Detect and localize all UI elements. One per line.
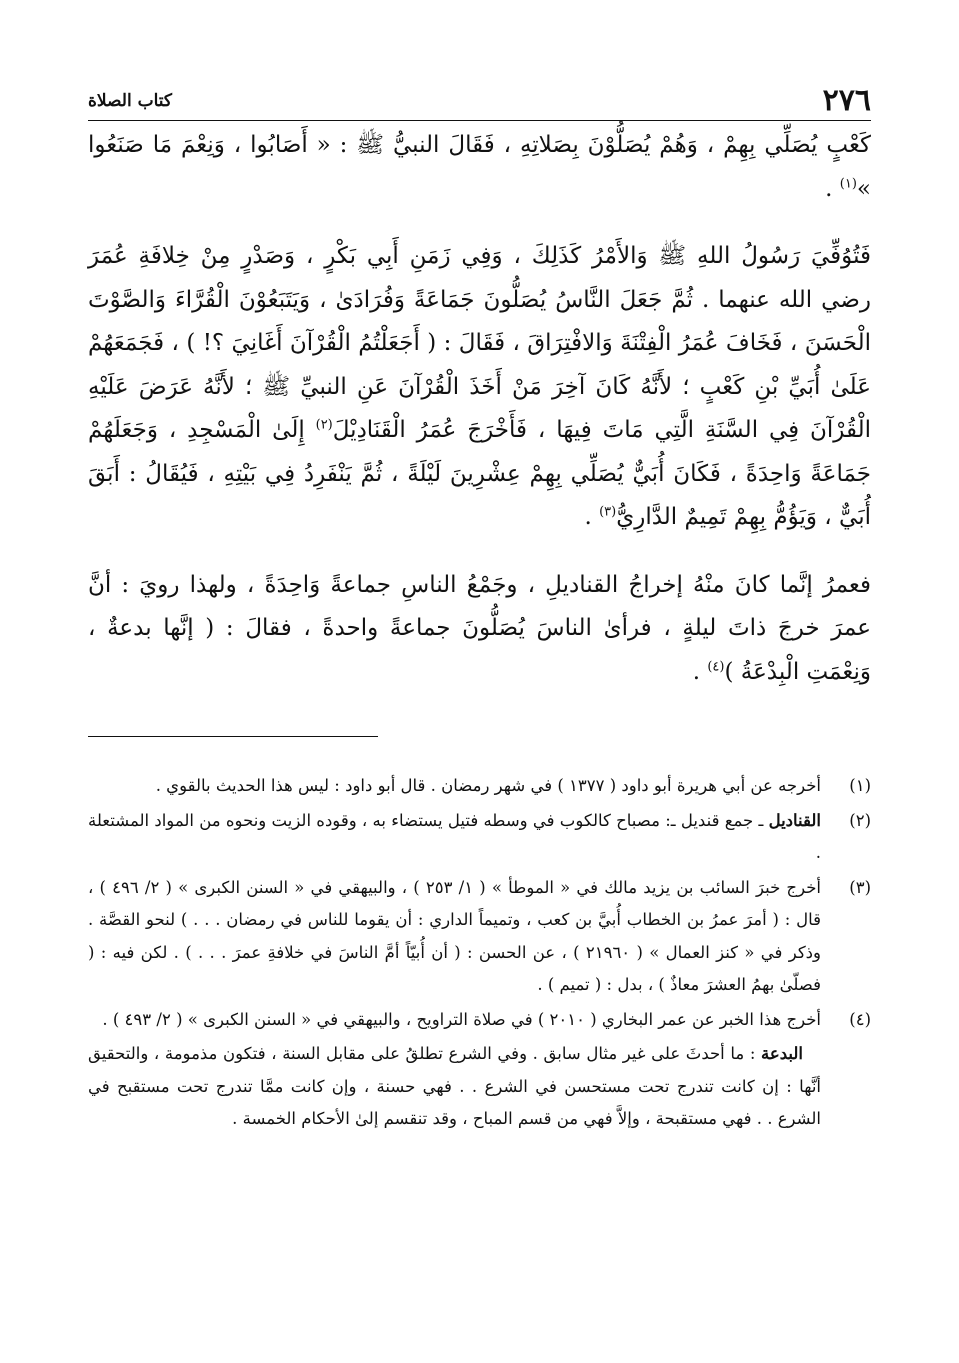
footnote-text: أخرج خبرَ السائب بن يزيد مالك في « الموطأ » ( ١/ ٢٥٣ ) ، والبيهقي في « السنن الكبرى » ( ٢/ ٤٩٦ ) ، قال : ( أمرَ عمرُ بن الخطاب أُبيَّ بن كعب ، وتميماً الداري : أن يقوما للناس في رمضان . . . ) لنحو القصَّة . وذكر في « كنز العمال » ( ٢١٩٦٠ ) ، عن الحسن : ( أن أُبيّاً أمَّ الناسَ في خلافةِ عمرَ . . . ) . لكن فيه : ( فصلّىٰ بهمُ العشرَ معاذٌ ) ، بدل : ( تميم ) . [88, 877, 821, 994]
footnote-separator [88, 736, 378, 737]
footnote-ref-1: (١) [839, 175, 857, 191]
footnote-text: ـ جمع قنديل ـ: مصباح كالكوب في وسطه فتيل يستضاء به ، وقوده الزيت ونحوه من المواد المشتعلة . [88, 810, 821, 862]
footnote-1 [88, 770, 871, 803]
book-title: كتاب الصلاة [88, 91, 173, 111]
paragraph-3: فعمرُ إنَّما كانَ منْهُ إخراجُ القناديلِ ، وجَمْعُ الناسِ جماعةً وَاحِدَةً ، ولهذا رويَ : أنَّ عمرَ خرجَ ذاتَ ليلةٍ ، فرأىٰ الناسَ يُصَلُّونَ جماعةً واحدةً ، فقالَ : ( إنَّها بدعةٌ ، وَنِعْمَتِ الْبِدْعَةُ )$^{(٤)}$ . [88, 571, 871, 685]
footnote-ref-4: (٤) [707, 658, 725, 674]
header-rule [88, 120, 871, 121]
footnote-3 [88, 872, 871, 1002]
footnote-ref-3: (٣) [599, 504, 617, 520]
paragraph-2: فَتُوُفِّيَ رَسُولُ اللهِ ﷺ وَالأَمْرُ كَذَلِكَ ، وَفِي زَمَنِ أَبِي بَكْرٍ ، وَصَدْرٍ مِنْ خِلافَةِ عُمَرَ رضي الله عنهما . ثُمَّ جَعَلَ النَّاسُ يُصَلُّونَ جَمَاعَةً وَفُرَادَىٰ ، وَيَتَبَعُوْنَ الْقُرَّاءَ وَالصَّوْتَ الْحَسَنَ ، فَخَافَ عُمَرُ الْفِتْنَةَ وَالافْتِرَاقَ ، فَقَالَ : ( أَجَعَلْتُمُ الْقُرْآنَ أَغَانِيَ ؟! ) ، فَجَمَعَهُمْ عَلَىٰ أُبَيِّ بْنِ كَعْبٍ ؛ لأَنَّهُ كَانَ آخِرَ مَنْ أَخَذَ الْقُرْآنَ عَنِ النبيِّ ﷺ ؛ لأَنَّهُ عَرَضَ عَلَيْهِ الْقُرْآنَ فِي السَّنَةِ الَّتِي مَاتَ فِيهَا ، فَأَخْرَجَ عُمَرُ الْقَنَادِيْلَ$^{(٢)}$ إِلَىٰ الْمَسْجِدِ ، وَجَعَلَهُمْ جَمَاعَةً وَاحِدَةً ، فَكَانَ أُبَيٌّ يُصَلِّي بِهِمْ عِشْرِينَ لَيْلَةً ، ثُمَّ يَنْفَرِدُ فِي بَيْتِهِ ، فَيُقَالُ : أَبَقَ أُبَيٌّ ، وَيَؤُمُّ بِهِمْ تَمِيمٌ الدَّارِيُّ$^{(٣)}$ . [88, 243, 872, 530]
paragraph-1: كَعْبٍ يُصَلِّي بِهِمْ ، وَهُمْ يُصَلُّوْنَ بِصَلاتِهِ ، فَقَالَ النبيُّ ﷺ : « أَصَابُوا ، وَنِعْمَ مَا صَنَعُوا »$^{(١)}$ . [88, 132, 871, 202]
footnote-ref-2: (٢) [315, 417, 333, 433]
footnote-text: أخرج هذا الخبر عن عمر البخاري ( ٢٠١٠ ) في صلاة التراويح ، والبيهقي في « السنن الكبرى » ( ٢/ ٤٩٣ ) . [102, 1009, 821, 1029]
footnote-number: (١) [849, 776, 871, 795]
footnote-number: (٤) [849, 1009, 871, 1029]
footnote-text: أخرجه عن أبي هريرة أبو داود ( ١٣٧٧ ) في شهر رمضان . قال أبو داود : ليس هذا الحديث بالقوي . [155, 776, 821, 795]
footnote-2 [88, 805, 871, 870]
page-header [88, 84, 871, 118]
footnote-term: القناديل [768, 810, 821, 830]
footnote-number: (٣) [849, 877, 871, 897]
footnote-number: (٢) [849, 810, 871, 830]
page-number: ٢٧٦ [822, 83, 871, 118]
footnotes [88, 770, 871, 1136]
footnote-4 [88, 1004, 871, 1037]
main-text [88, 124, 871, 694]
note-text: : ما أحدثَ على غير مثال سابق . وفي الشرع تطلقُ على مقابل السنة ، فتكون مذمومة ، والتحقيق أنَّها : إن كانت تندرج تحت مستحسن في الشرع . . فهي حسنة ، وإن كانت ممَّا تندرج تحت مستقبح في الشرع . . فهي مستقبحة ، وإلاَّ فهي من قسم المباح ، وقد تنقسم إلىٰ الأحكام الخمسة . [88, 1044, 821, 1128]
note-term: البدعة [761, 1044, 803, 1063]
footnote-4-note [88, 1038, 871, 1136]
